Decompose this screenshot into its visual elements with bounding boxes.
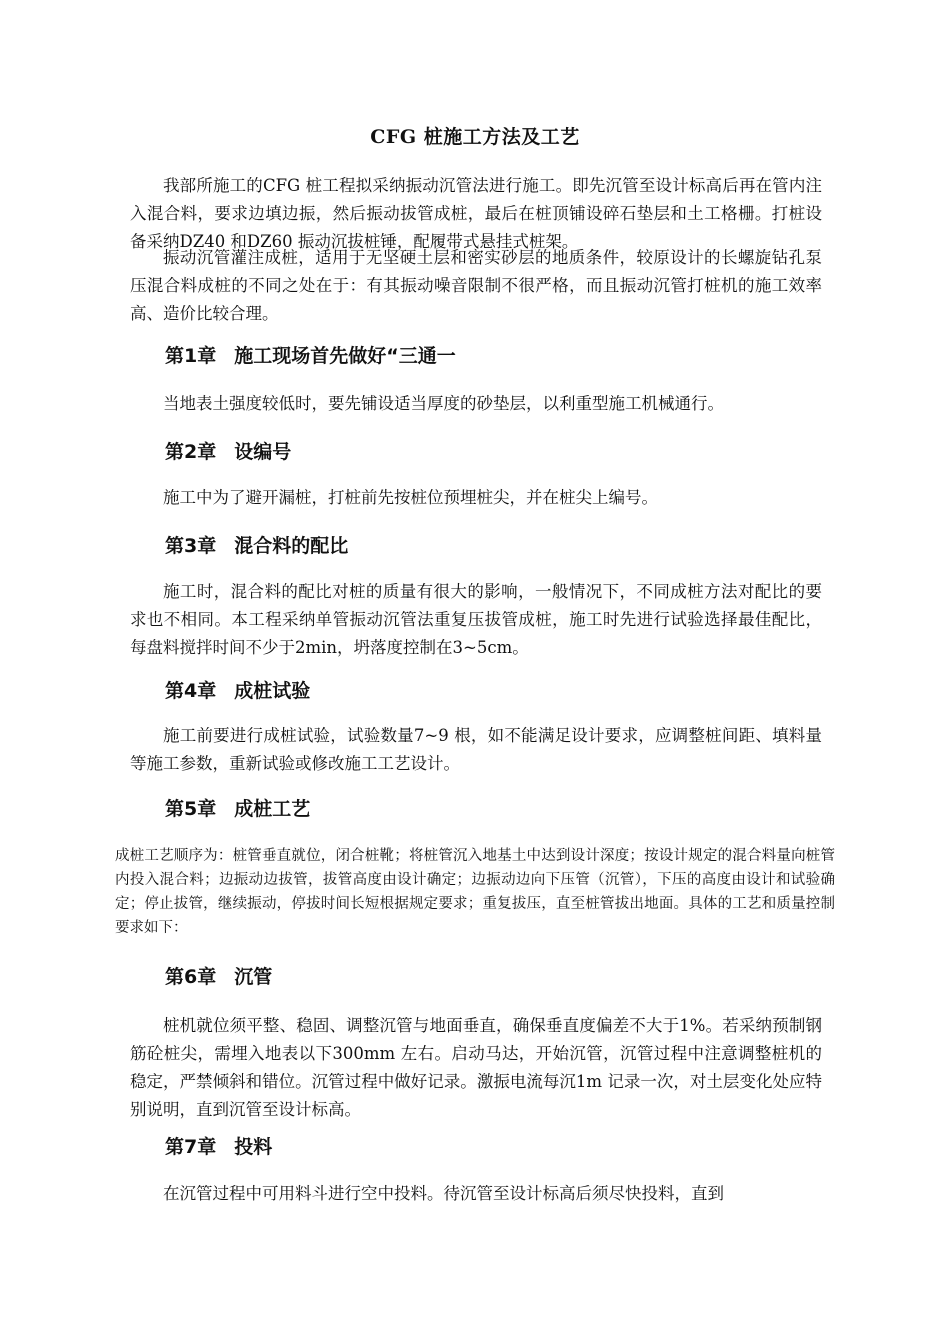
chapter-2-heading xyxy=(165,437,291,464)
chapter-1-text: 当地表土强度较低时，要先铺设适当厚度的砂垫层，以利重型施工机械通行。 xyxy=(163,394,724,413)
chapter-4-title: 成桩试验 xyxy=(234,680,311,702)
chapter-4-heading xyxy=(165,676,310,703)
chapter-1-title: 施工现场首先做好“三通一 xyxy=(234,345,456,367)
chapter-1-number: 第1章 xyxy=(165,345,217,367)
chapter-6-number: 第6章 xyxy=(165,966,217,988)
chapter-5-title: 成桩工艺 xyxy=(234,798,311,820)
chapter-2-text: 施工中为了避开漏桩，打桩前先按桩位预埋桩尖，并在桩尖上编号。 xyxy=(163,488,658,507)
chapter-7-title: 投料 xyxy=(234,1136,273,1158)
chapter-1-heading xyxy=(165,341,456,368)
chapter-4-text: 施工前要进行成桩试验，试验数量7~9 根，如不能满足设计要求，应调整桩间距、填料量等施工参数，重新试验或修改施工工艺设计。 xyxy=(130,726,822,773)
chapter-6-title: 沉管 xyxy=(234,966,273,988)
chapter-5-heading xyxy=(165,794,310,821)
chapter-5-number: 第5章 xyxy=(165,798,217,820)
chapter-3-number: 第3章 xyxy=(165,535,217,557)
chapter-2-number: 第2章 xyxy=(165,441,217,463)
chapter-6-text: 桩机就位须平整、稳固、调整沉管与地面垂直，确保垂直度偏差不大于1%。若采纳预制钢筋砼桩尖，需埋入地表以下300mm 左右。启动马达，开始沉管，沉管过程中注意调整桩机的稳定，严禁倾斜和错位。沉管过程中做好记录。激振电流每沉1m 记录一次，对土层变化处应特别说明，直到沉管至设计标高。 xyxy=(130,1016,822,1119)
chapter-5-text: 成桩工艺顺序为：桩管垂直就位，闭合桩靴；将桩管沉入地基土中达到设计深度；按设计规定的混合料量向桩管内投入混合料；边振动边拔管，拔管高度由设计确定；边振动边向下压管（沉管），下压的高度由设计和试验确定；停止拔管，继续振动，停拔时间长短根据规定要求；重复拔压，直至桩管拔出地面。具体的工艺和质量控制要求如下： xyxy=(115,848,835,936)
chapter-3-text: 施工时，混合料的配比对桩的质量有很大的影响，一般情况下，不同成桩方法对配比的要求也不相同。本工程采纳单管振动沉管法重复压拔管成桩，施工时先进行试验选择最佳配比，每盘料搅拌时间不少于2min，坍落度控制在3~5cm。 xyxy=(130,582,822,657)
chapter-4-number: 第4章 xyxy=(165,680,217,702)
intro-paragraph-2: 振动沉管灌注成桩，适用于无坚硬土层和密实砂层的地质条件，较原设计的长螺旋钻孔泵压混合料成桩的不同之处在于：有其振动噪音限制不很严格，而且振动沉管打桩机的施工效率高、造价比较合理。 xyxy=(130,248,822,323)
intro-paragraph-1: 我部所施工的CFG 桩工程拟采纳振动沉管法进行施工。即先沉管至设计标高后再在管内注入混合料，要求边填边振，然后振动拔管成桩，最后在桩顶铺设碎石垫层和土工格栅。打桩设备采纳DZ40 和DZ60 振动沉拔桩锤，配履带式悬挂式桩架。 xyxy=(130,176,822,251)
chapter-7-heading xyxy=(165,1132,272,1159)
document-title: CFG 桩施工方法及工艺 xyxy=(370,126,580,148)
chapter-7-text: 在沉管过程中可用料斗进行空中投料。待沉管至设计标高后须尽快投料，直到 xyxy=(163,1184,724,1203)
chapter-3-title: 混合料的配比 xyxy=(234,535,349,557)
chapter-6-heading xyxy=(165,962,272,989)
chapter-2-title: 设编号 xyxy=(234,441,292,463)
chapter-3-heading xyxy=(165,531,348,558)
chapter-7-number: 第7章 xyxy=(165,1136,217,1158)
